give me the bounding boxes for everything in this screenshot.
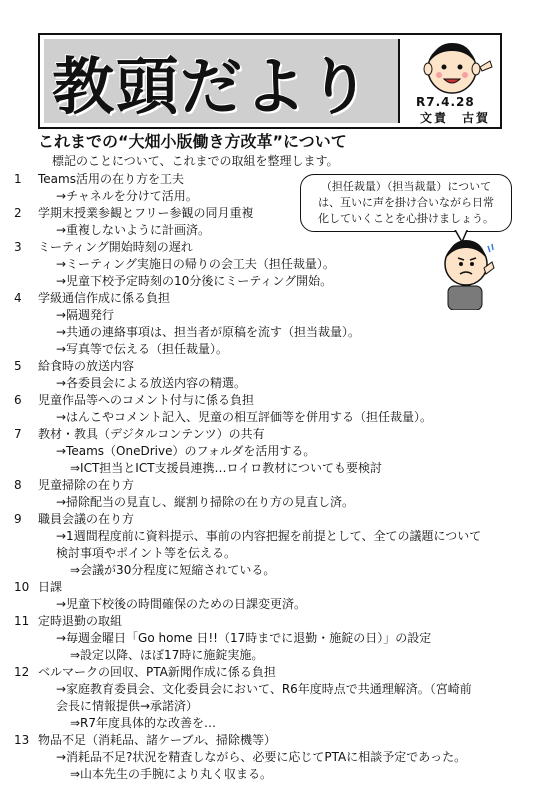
item-number: 13 bbox=[14, 733, 30, 747]
item-detail: →毎週金曜日「Go home 日!!（17時までに退勤・施錠の日）」の設定 bbox=[56, 631, 432, 645]
item-heading bbox=[14, 511, 524, 528]
item-detail: →チャネルを分けて活用。 bbox=[56, 189, 198, 203]
item-heading bbox=[14, 613, 524, 630]
item-title: ベルマークの回収、PTA新聞作成に係る負担 bbox=[38, 665, 276, 679]
item-number: 4 bbox=[14, 291, 22, 305]
item-number: 8 bbox=[14, 478, 22, 492]
item-title: 給食時の放送内容 bbox=[38, 359, 135, 373]
item-result: ⇒会議が30分程度に短縮されている。 bbox=[70, 563, 276, 577]
item-detail: 検討事項やポイント等を伝える。 bbox=[56, 546, 237, 560]
author-line: 文責 古賀 bbox=[420, 111, 491, 125]
item-detail: →児童下校予定時刻の10分後にミーティング開始。 bbox=[56, 274, 333, 288]
vice-principal-portrait-icon bbox=[406, 37, 496, 99]
article-heading: これまでの“大畑小版働き方改革”について bbox=[38, 132, 347, 151]
title-box bbox=[44, 39, 400, 123]
item-title: 定時退勤の取組 bbox=[38, 614, 123, 628]
item-detail: →1週間程度前に資料提示、事前の内容把握を前提として、全ての議題について bbox=[56, 529, 482, 543]
item-title: 児童掃除の在り方 bbox=[38, 478, 135, 492]
item-heading bbox=[14, 358, 524, 375]
item-number: 6 bbox=[14, 393, 22, 407]
item-detail: →共通の連絡事項は、担当者が原稿を流す（担当裁量）。 bbox=[56, 325, 361, 339]
item-number: 9 bbox=[14, 512, 22, 526]
item-detail: →消耗品不足?状況を精査しながら、必要に応じてPTAに相談予定であった。 bbox=[56, 750, 467, 764]
item-detail: →家庭教育委員会、文化委員会において、R6年度時点で共通理解済。（宮崎前 bbox=[56, 682, 472, 696]
bubble-line: （担任裁量）（担当裁量）について bbox=[320, 180, 492, 193]
item-number: 10 bbox=[14, 580, 30, 594]
item-detail: →写真等で伝える（担任裁量）。 bbox=[56, 342, 229, 356]
item-detail: →重複しないように計画済。 bbox=[56, 223, 211, 237]
worried-teacher-icon bbox=[432, 236, 498, 310]
item-detail: 会長に情報提供→承諾済） bbox=[56, 699, 199, 713]
item-title: ミーティング開始時刻の遅れ bbox=[38, 240, 193, 254]
item-title: 教材・教具（デジタルコンテンツ）の共有 bbox=[38, 427, 265, 441]
item-number: 3 bbox=[14, 240, 22, 254]
item-heading bbox=[14, 579, 524, 596]
item-detail: →Teams（OneDrive）のフォルダを活用する。 bbox=[56, 444, 316, 458]
bubble-line: 化していくことを心掛けましょう。 bbox=[318, 212, 494, 225]
item-number: 2 bbox=[14, 206, 22, 220]
item-heading bbox=[14, 426, 524, 443]
item-heading bbox=[14, 477, 524, 494]
item-detail: →隔週発行 bbox=[56, 308, 115, 322]
item-detail: →ミーティング実施日の帰りの会工夫（担任裁量）。 bbox=[56, 257, 335, 271]
issue-date: R7.4.28 bbox=[416, 95, 475, 109]
item-result: ⇒ICT担当とICT支援員連携…ロイロ教材についても要検討 bbox=[70, 461, 382, 475]
item-result: ⇒山本先生の手腕により丸く収まる。 bbox=[70, 767, 273, 781]
item-title: 児童作品等へのコメント付与に係る負担 bbox=[38, 393, 255, 407]
item-heading bbox=[14, 732, 524, 749]
item-heading bbox=[14, 664, 524, 681]
item-title: 学級通信作成に係る負担 bbox=[38, 291, 171, 305]
bubble-line: は、互いに声を掛け合いながら日常 bbox=[318, 196, 494, 209]
item-number: 1 bbox=[14, 172, 22, 186]
newsletter-header bbox=[38, 33, 502, 129]
item-detail: →各委員会による放送内容の精選。 bbox=[56, 376, 247, 390]
item-number: 12 bbox=[14, 665, 30, 679]
speech-bubble bbox=[300, 174, 512, 232]
item-title: 学期末授業参観とフリー参観の同月重複 bbox=[38, 206, 254, 220]
item-result: ⇒R7年度具体的な改善を… bbox=[70, 716, 217, 730]
item-heading bbox=[14, 392, 524, 409]
intro-text: 標記のことについて、これまでの取組を整理します。 bbox=[52, 154, 339, 168]
item-title: 職員会議の在り方 bbox=[38, 512, 135, 526]
item-number: 7 bbox=[14, 427, 22, 441]
item-title: Teams活用の在り方を工夫 bbox=[38, 172, 184, 186]
item-number: 11 bbox=[14, 614, 30, 628]
item-detail: →児童下校後の時間確保のための日課変更済。 bbox=[56, 597, 307, 611]
item-detail: →はんこやコメント記入、児童の相互評価等を併用する（担任裁量）。 bbox=[56, 410, 433, 424]
item-title: 物品不足（消耗品、諸ケーブル、掃除機等） bbox=[38, 733, 276, 747]
newsletter-title: 教頭だより bbox=[52, 49, 373, 123]
item-result: ⇒設定以降、ほぼ17時に施錠実施。 bbox=[70, 648, 264, 662]
item-number: 5 bbox=[14, 359, 22, 373]
item-detail: →掃除配当の見直し、縦割り掃除の在り方の見直し済。 bbox=[56, 495, 355, 509]
item-title: 日課 bbox=[38, 580, 63, 594]
